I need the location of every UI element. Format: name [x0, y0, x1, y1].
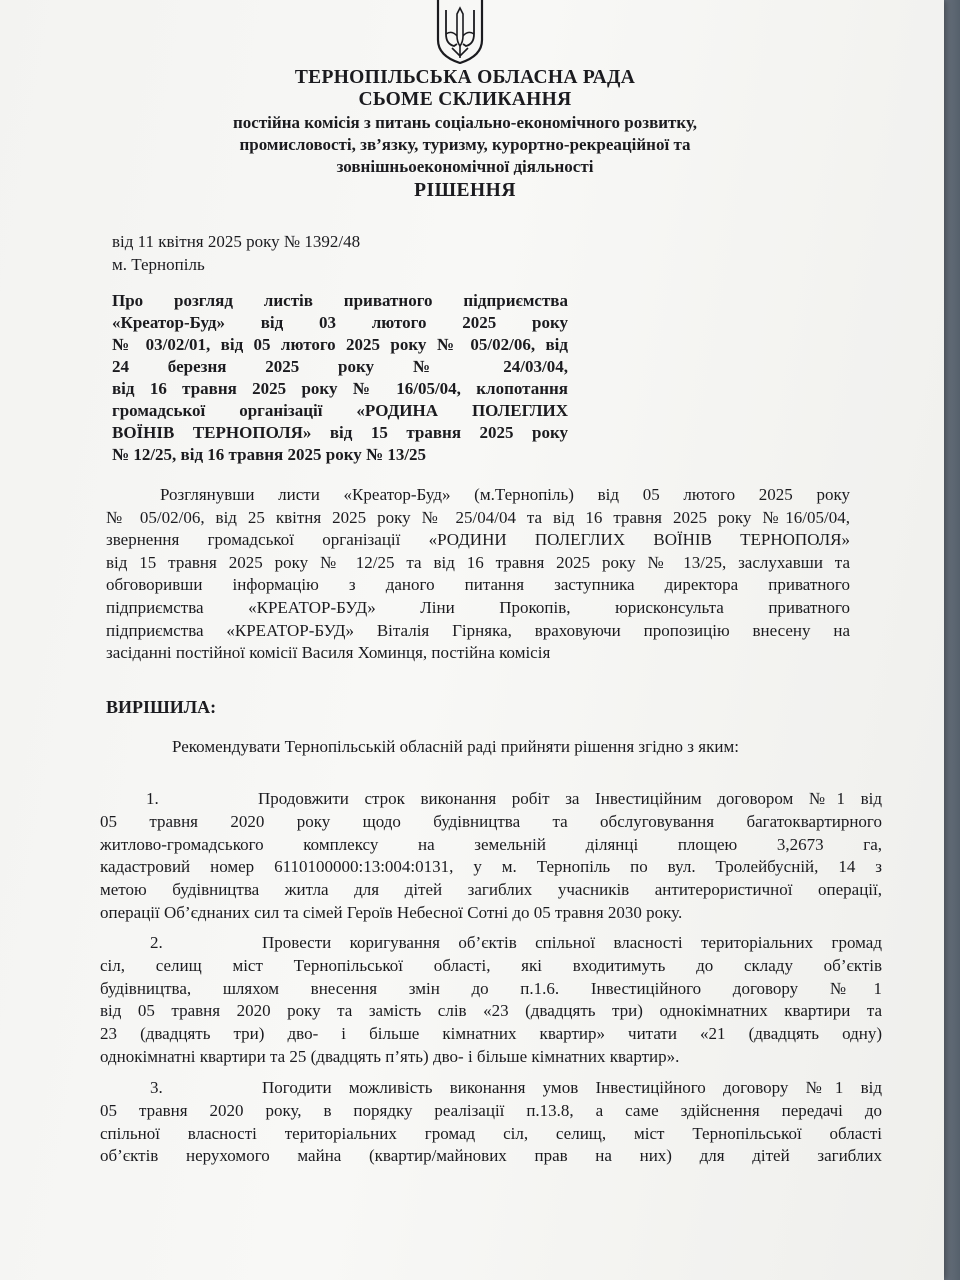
subject-line: ВОЇНІВ ТЕРНОПОЛЯ» від 15 травня 2025 року [112, 423, 568, 442]
document-type: РІШЕННЯ [414, 180, 516, 201]
subject-line: «Креатор-Буд» від 03 лютого 2025 року [112, 313, 568, 332]
item-line: метою будівництва житла для дітей загиблих учасників антитерористичної операції, [100, 880, 882, 900]
preamble-line: підприємства «КРЕАТОР-БУД» Ліни Прокопів, юрисконсульта приватного [106, 597, 850, 617]
commission-line: постійна комісія з питань соціально-економічного розвитку, [232, 113, 697, 132]
recommendation-line: Рекомендувати Тернопільській обласній раді прийняти рішення згідно з яким: [172, 737, 739, 756]
preamble-line: звернення громадської організації «РОДИНИ ПОЛЕГЛИХ ВОЇНІВ ТЕРНОПОЛЯ» [106, 530, 850, 550]
subject-block [112, 290, 568, 466]
subject-line: № 03/02/01, від 05 лютого 2025 року № 05/02/06, від [112, 335, 568, 354]
document-city: м. Тернопіль [112, 255, 205, 274]
preamble-line: обговоривши інформацію з даного питання заступника директора приватного [106, 575, 850, 595]
subject-line: № 12/25, від 16 травня 2025 року № 13/25 [112, 445, 427, 464]
item-line: операції Об’єднаних сил та сімей Героїв Небесної Сотні до 05 травня 2030 року. [100, 902, 683, 922]
preamble-paragraph [106, 484, 850, 665]
commission-line: зовнішньоекономічної діяльності [336, 157, 594, 176]
council-title: ТЕРНОПІЛЬСЬКА ОБЛАСНА РАДА [294, 67, 636, 88]
item-line: 23 (двадцять три) дво- і більше кімнатних квартир» читати «21 (двадцять одну) [100, 1024, 882, 1044]
document-date: від 11 квітня 2025 року № 1392/48 [112, 232, 361, 251]
coat-of-arms-icon [428, 0, 492, 64]
subject-line: Про розгляд листів приватного підприємства [112, 291, 568, 310]
item-line: 05 травня 2020 року щодо будівництва та обслуговування багатоквартирного [100, 811, 882, 831]
preamble-line: підприємства «КРЕАТОР-БУД» Віталія Гірняка, враховуючи пропозицію внесену на [106, 620, 850, 640]
decision-item [100, 1077, 882, 1168]
item-line: однокімнатні квартири та 25 (двадцять п’ять) дво- і більше кімнатних квартир». [100, 1046, 680, 1066]
item-line: Продовжити строк виконання робіт за Інвестиційним договором №1 від [258, 789, 882, 808]
decision-item [100, 932, 882, 1069]
commission-line: промисловості, зв’язку, туризму, курортно-рекреаційної та [239, 135, 691, 154]
preamble-line: від 15 травня 2025 року № 12/25 та від 16 травня 2025 року № 13/25, заслухавши та [106, 552, 850, 572]
convocation-title: СЬОМЕ СКЛИКАННЯ [358, 89, 572, 110]
subject-line: 24 березня 2025 року № 24/03/04, [112, 357, 568, 376]
subject-line: громадської організації «РОДИНА ПОЛЕГЛИХ [112, 401, 568, 420]
preamble-line: Розглянувши листи «Креатор-Буд» (м.Тернопіль) від 05 лютого 2025 року [160, 485, 850, 504]
item-line: Провести коригування об’єктів спільної власності територіальних громад [262, 933, 882, 952]
preamble-line: № 05/02/06, від 25 квітня 2025 року № 25/04/04 та від 16 травня 2025 року №16/05/04, [106, 507, 850, 527]
item-number: 1. [146, 789, 159, 808]
item-number: 2. [150, 933, 163, 952]
item-line: кадастровий номер 6110100000:13:004:0131, у м. Тернопіль по вул. Тролейбусній, 14 з [100, 857, 882, 877]
preamble-line: засіданні постійної комісії Василя Хоминця, постійна комісія [106, 643, 551, 663]
item-line: від 05 травня 2020 року та замість слів «23 (двадцять три) однокімнатних квартири та [100, 1001, 882, 1021]
item-line: будівництва, шляхом внесення змін до п.1.6. Інвестиційного договору №1 [100, 978, 882, 998]
subject-line: від 16 травня 2025 року № 16/05/04, клопотання [112, 379, 568, 398]
decided-heading: ВИРІШИЛА: [106, 697, 217, 717]
item-line: 05 травня 2020 року, в порядку реалізації п.13.8, а саме здійснення передачі до [100, 1100, 882, 1120]
item-line: сіл, селищ міст Тернопільської області, які входитимуть до складу об’єктів [100, 955, 882, 975]
item-line: житлово-громадського комплексу на земельній ділянці площею 3,2673 га, [100, 834, 882, 854]
item-line: спільної власності територіальних громад сіл, селищ, міст Тернопільської області [100, 1123, 882, 1143]
item-line: Погодити можливість виконання умов Інвестиційного договору №1 від [262, 1078, 882, 1097]
decision-item [100, 788, 882, 925]
item-line: об’єктів нерухомого майна (квартир/майнових прав на них) для дітей загиблих [100, 1146, 882, 1166]
item-number: 3. [150, 1078, 163, 1097]
